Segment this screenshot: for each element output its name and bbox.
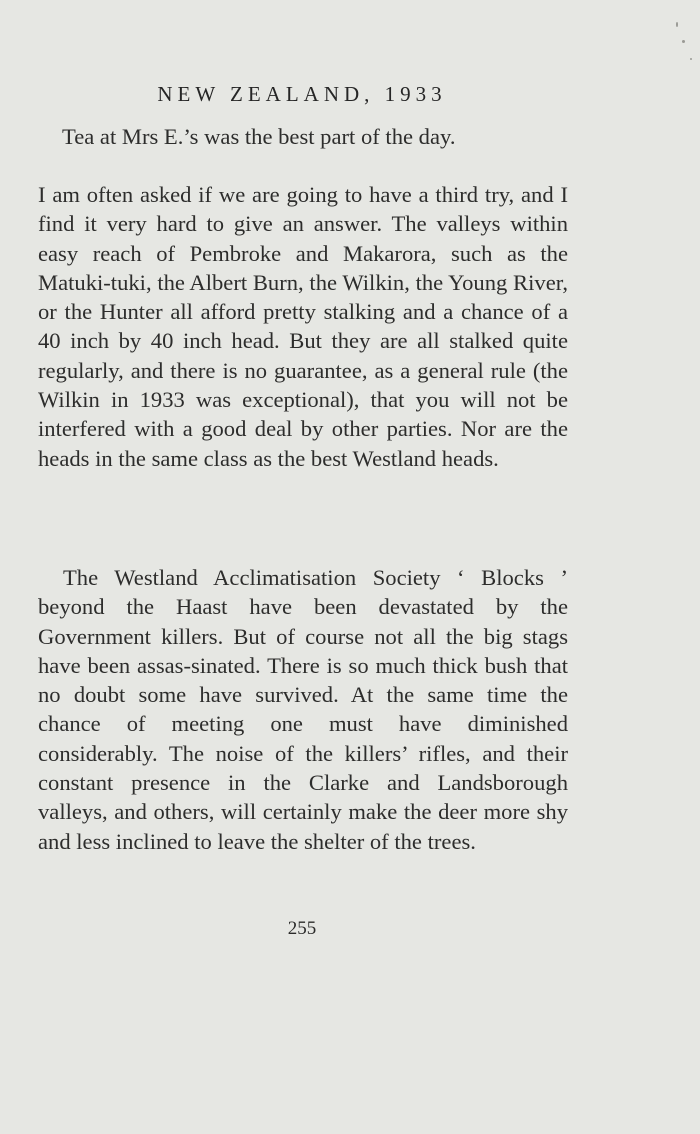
- paper-speck: [682, 40, 685, 43]
- paragraph-2: The Westland Acclimatisation Society ‘ Blocks ’ beyond the Haast have been devastated by the Government killers. But of course not all the big stags have been assas-sinated. There is so much thick bush that no doubt some have survived. At the same time the chance of meeting one must have diminished considerably. The noise of the killers’ rifles, and their constant presence in the Clarke and Landsborough valleys, and others, will certainly make the deer more shy and less inclined to leave the shelter of the trees.: [38, 565, 568, 854]
- paper-speck: [690, 58, 692, 60]
- paper-speck: [676, 22, 678, 27]
- running-head: NEW ZEALAND, 1933: [157, 82, 447, 106]
- opening-line: Tea at Mrs E.’s was the best part of the day.: [62, 124, 456, 149]
- page-number: 255: [287, 918, 317, 939]
- paragraph-1: I am often asked if we are going to have a third try, and I find it very hard to give an answer. The valleys within easy reach of Pembroke and Makarora, such as the Matuki-tuki, the Albert Burn, the Wilkin, the Young River, or the Hunter all afford pretty stalking and a chance of a 40 inch by 40 inch head. But they are all stalked quite regularly, and there is no guarantee, as a general rule (the Wilkin in 1933 was exceptional), that you will not be interfered with a good deal by other parties. Nor are the heads in the same class as the best Westland heads.: [38, 182, 568, 471]
